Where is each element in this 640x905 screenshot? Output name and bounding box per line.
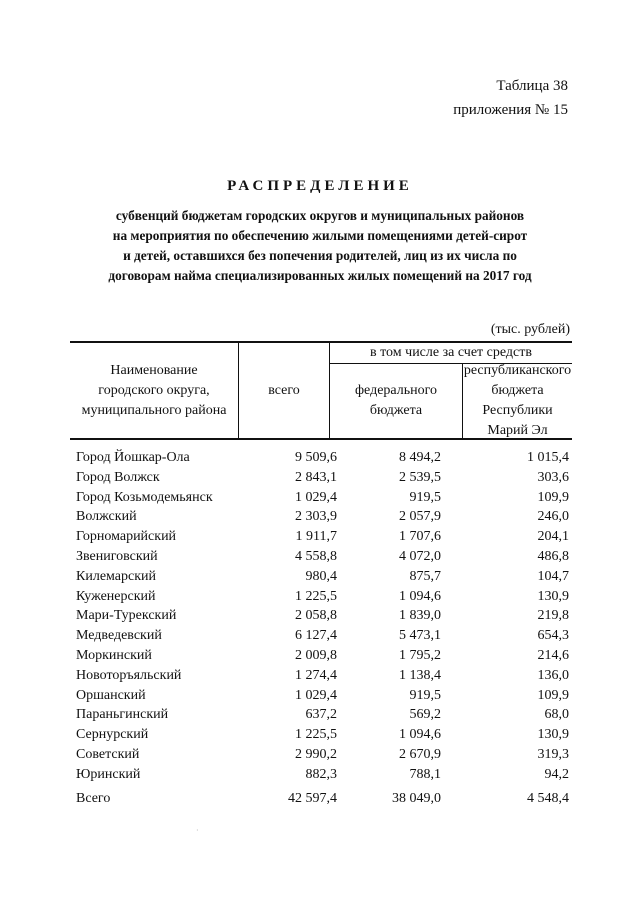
cell-total: 882,3 bbox=[305, 766, 337, 782]
scan-speck: · bbox=[196, 826, 199, 835]
header-line: всего bbox=[268, 382, 300, 398]
header-line: Республики bbox=[482, 403, 553, 418]
cell-republic: 1 015,4 bbox=[527, 450, 569, 465]
cell-republic: 4 548,4 bbox=[527, 791, 569, 806]
cell-federal: 5 473,1 bbox=[399, 628, 441, 644]
cell-republic: 136,0 bbox=[537, 667, 569, 683]
table-row bbox=[0, 468, 640, 488]
cell-total: 1 029,4 bbox=[295, 687, 337, 703]
cell-federal: 1 795,2 bbox=[399, 647, 441, 663]
cell-federal: 1 094,6 bbox=[399, 588, 441, 604]
cell-name: Юринский bbox=[76, 766, 141, 782]
cell-total: 2 303,9 bbox=[295, 509, 337, 525]
cell-name: Мари-Турекский bbox=[76, 608, 177, 624]
table-body bbox=[0, 448, 640, 785]
cell-name: Звениговский bbox=[76, 548, 158, 564]
cell-name: Килемарский bbox=[76, 568, 157, 584]
cell-republic: 94,2 bbox=[544, 766, 569, 782]
document-subtitle bbox=[80, 206, 560, 286]
cell-name: Медведевский bbox=[76, 628, 162, 644]
cell-name: Новоторъяльский bbox=[76, 667, 182, 683]
cell-total: 2 009,8 bbox=[295, 647, 337, 663]
cell-republic: 130,9 bbox=[537, 727, 569, 743]
cell-federal: 875,7 bbox=[409, 568, 441, 584]
cell-republic: 204,1 bbox=[537, 529, 569, 545]
units-label: (тыс. рублей) bbox=[490, 322, 570, 337]
cell-name: Куженерский bbox=[76, 588, 156, 604]
cell-federal: 919,5 bbox=[409, 489, 441, 505]
header-line: Наименование bbox=[110, 362, 198, 378]
column-header-total bbox=[239, 343, 329, 438]
table-row bbox=[0, 587, 640, 607]
column-header-republic bbox=[463, 364, 572, 438]
cell-federal: 2 057,9 bbox=[399, 509, 441, 525]
table-row bbox=[0, 488, 640, 508]
cell-name: Оршанский bbox=[76, 687, 146, 703]
table-row bbox=[0, 765, 640, 785]
document-title: РАСПРЕДЕЛЕНИЕ bbox=[227, 178, 413, 194]
table-row bbox=[0, 448, 640, 468]
cell-federal: 1 839,0 bbox=[399, 608, 441, 624]
header-line: бюджета bbox=[491, 383, 544, 398]
cell-name: Горномарийский bbox=[76, 529, 177, 545]
table-row bbox=[0, 626, 640, 646]
subtitle-line: договорам найма специализированных жилых помещений на 2017 год bbox=[108, 268, 532, 283]
cell-name: Сернурский bbox=[76, 727, 149, 743]
cell-republic: 486,8 bbox=[537, 548, 569, 564]
column-group-header bbox=[330, 342, 572, 363]
cell-total: 2 058,8 bbox=[295, 608, 337, 624]
cell-total: 42 597,4 bbox=[288, 791, 337, 806]
cell-name: Всего bbox=[76, 791, 111, 806]
header-line: в том числе за счет средств bbox=[370, 344, 532, 360]
cell-name: Город Волжск bbox=[76, 469, 160, 485]
cell-federal: 2 539,5 bbox=[399, 469, 441, 485]
cell-total: 2 843,1 bbox=[295, 469, 337, 485]
cell-federal: 788,1 bbox=[409, 766, 441, 782]
table-reference bbox=[453, 74, 568, 122]
cell-federal: 569,2 bbox=[409, 707, 441, 723]
cell-republic: 319,3 bbox=[537, 746, 569, 762]
appendix-number: приложения № 15 bbox=[453, 102, 568, 118]
table-row bbox=[0, 705, 640, 725]
cell-republic: 109,9 bbox=[537, 489, 569, 505]
cell-republic: 130,9 bbox=[537, 588, 569, 604]
header-line: городского округа, bbox=[98, 382, 210, 398]
subtitle-line: и детей, оставшихся без попечения родителей, лиц из их числа по bbox=[123, 248, 517, 263]
table-row bbox=[0, 547, 640, 567]
cell-federal: 1 138,4 bbox=[399, 667, 441, 683]
cell-republic: 303,6 bbox=[537, 469, 569, 485]
cell-name: Советский bbox=[76, 746, 140, 762]
header-line: республиканского bbox=[463, 363, 572, 378]
cell-total: 637,2 bbox=[305, 707, 337, 723]
header-line: федерального bbox=[354, 383, 438, 398]
cell-total: 1 911,7 bbox=[295, 529, 337, 545]
table-row bbox=[0, 666, 640, 686]
cell-name: Волжский bbox=[76, 509, 137, 525]
column-header-federal bbox=[330, 364, 462, 438]
cell-total: 1 225,5 bbox=[295, 727, 337, 743]
cell-federal: 8 494,2 bbox=[399, 450, 441, 465]
cell-federal: 38 049,0 bbox=[392, 791, 441, 806]
header-line: муниципального района bbox=[81, 402, 227, 418]
table-row bbox=[0, 527, 640, 547]
column-header-name bbox=[70, 343, 238, 438]
cell-republic: 109,9 bbox=[537, 687, 569, 703]
cell-name: Город Йошкар-Ола bbox=[76, 450, 190, 465]
cell-republic: 654,3 bbox=[537, 628, 569, 644]
cell-name: Город Козьмодемьянск bbox=[76, 489, 213, 505]
subtitle-line: на мероприятия по обеспечению жилыми помещениями детей-сирот bbox=[112, 228, 528, 243]
table-header bbox=[70, 341, 572, 439]
cell-republic: 68,0 bbox=[544, 707, 569, 723]
cell-federal: 4 072,0 bbox=[399, 548, 441, 564]
table-total-row bbox=[0, 789, 640, 809]
table-number: Таблица 38 bbox=[496, 78, 568, 94]
cell-name: Моркинский bbox=[76, 647, 152, 663]
header-line: Марий Эл bbox=[487, 423, 548, 438]
cell-total: 1 274,4 bbox=[295, 667, 337, 683]
subtitle-line: субвенций бюджетам городских округов и муниципальных районов bbox=[115, 208, 525, 223]
cell-federal: 1 094,6 bbox=[399, 727, 441, 743]
table-row bbox=[0, 686, 640, 706]
cell-total: 4 558,8 bbox=[295, 548, 337, 564]
cell-federal: 919,5 bbox=[409, 687, 441, 703]
cell-total: 1 029,4 bbox=[295, 489, 337, 505]
table-row bbox=[0, 725, 640, 745]
cell-total: 980,4 bbox=[305, 568, 337, 584]
cell-total: 2 990,2 bbox=[295, 746, 337, 762]
table-row bbox=[0, 606, 640, 626]
table-row bbox=[0, 646, 640, 666]
cell-total: 9 509,6 bbox=[295, 450, 337, 465]
cell-republic: 219,8 bbox=[537, 608, 569, 624]
table-row bbox=[0, 745, 640, 765]
table-row bbox=[0, 567, 640, 587]
cell-republic: 214,6 bbox=[537, 647, 569, 663]
table-row bbox=[0, 507, 640, 527]
cell-total: 1 225,5 bbox=[295, 588, 337, 604]
cell-federal: 1 707,6 bbox=[399, 529, 441, 545]
header-line: бюджета bbox=[369, 403, 423, 418]
cell-name: Параньгинский bbox=[76, 707, 169, 723]
cell-republic: 246,0 bbox=[537, 509, 569, 525]
cell-total: 6 127,4 bbox=[295, 628, 337, 644]
cell-federal: 2 670,9 bbox=[399, 746, 441, 762]
cell-republic: 104,7 bbox=[537, 568, 569, 584]
